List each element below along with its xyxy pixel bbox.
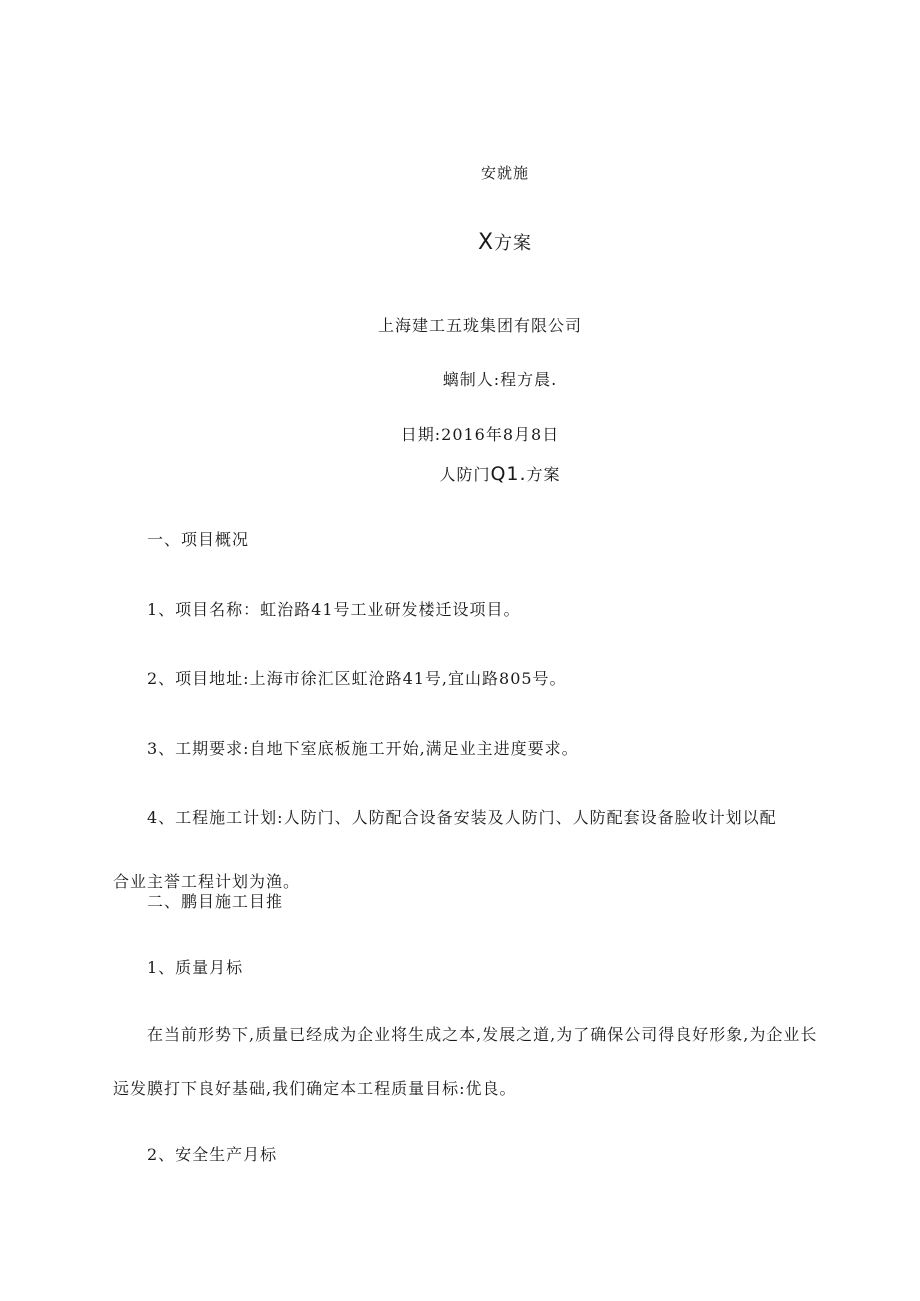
company-name: 上海建工五珑集团有限公司	[377, 316, 582, 335]
safety-target-heading: 2、安全生产月标	[147, 1145, 278, 1164]
quality-paragraph-line1: 在当前形势下,质量已经成为企业将生成之本,发展之道,为了确保公司得良好形象,为企业长	[147, 1025, 818, 1044]
document-title-code: Q1.	[490, 463, 527, 485]
quality-paragraph-line2: 远发膜打下良好基础,我们确定本工程质量目标:优良。	[113, 1079, 517, 1098]
cover-title-line2-letter: X	[477, 230, 495, 255]
document-title-prefix: 人防门	[439, 465, 491, 484]
cover-title-line2	[45, 229, 920, 255]
document-title	[40, 462, 920, 485]
schedule-requirement-item: 3、工期要求:自地下室底板施工开始,满足业主进度要求。	[147, 739, 579, 758]
project-name-item: 1、项目名称：虹治路41号工业研发楼迁设项目。	[147, 600, 521, 619]
section-heading-objectives: 二、鹏目施工目推	[147, 892, 284, 911]
document-title-suffix: 方案	[526, 465, 561, 484]
section-heading-overview: 一、项目概况	[147, 530, 250, 549]
quality-target-heading: 1、质量月标	[147, 958, 244, 977]
construction-plan-item: 4、工程施工计划:人防门、人防配合设备安装及人防门、人防配套设备脸收计划以配	[147, 808, 777, 827]
cover-title-line2-text: 方案	[494, 233, 533, 254]
cover-title-line1: 安就施	[480, 164, 529, 182]
construction-plan-item-continued: 合业主誉工程计划为渔。	[113, 872, 301, 891]
project-address-item: 2、项目地址:上海市徐汇区虹沧路41号,宜山路805号。	[147, 669, 567, 688]
date-line: 日期:2016年8月8日	[400, 425, 560, 444]
author-line: 螭制人:程方晨.	[442, 370, 558, 389]
